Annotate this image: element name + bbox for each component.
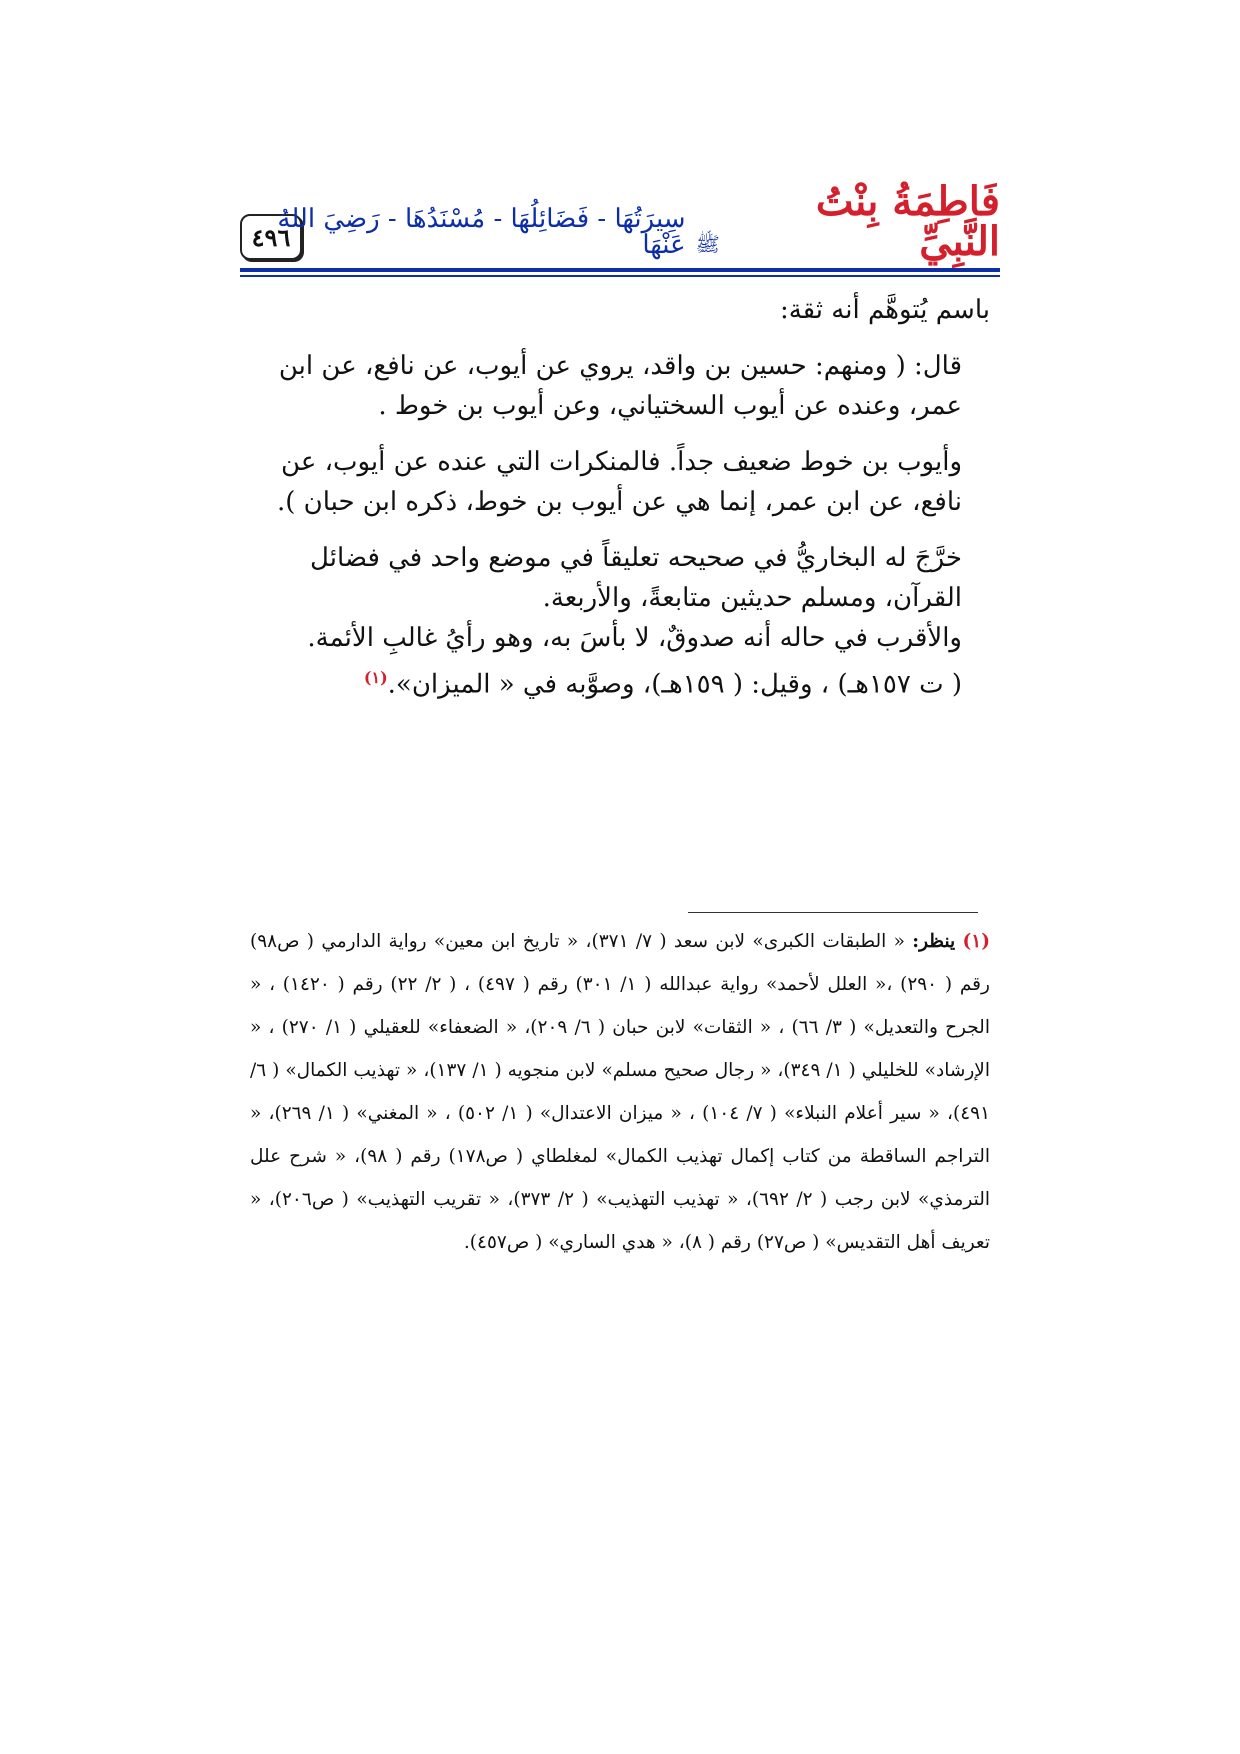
main-text: [250, 290, 990, 705]
footnote-text: « الطبقات الكبرى» لابن سعد ( ٧/ ٣٧١)، « تاريخ ابن معين» رواية الدارمي ( ص٩٨) رقم ( ٢٩٠) ،« العلل لأحمد» رواية عبدالله ( ١/ ٣٠١) رقم ( ٤٩٧) ، ( ٢/ ٢٢) رقم ( ١٤٢٠) ، « الجرح والتعديل» ( ٣/ ٦٦) ، « الثقات» لابن حبان ( ٦/ ٢٠٩)، « الضعفاء» للعقيلي ( ١/ ٢٧٠) ، « الإرشاد» للخليلي ( ١/ ٣٤٩)، « رجال صحيح مسلم» لابن منجويه ( ١/ ١٣٧)، « تهذيب الكمال» ( ٦/ ٤٩١)، « سير أعلام النبلاء» ( ٧/ ١٠٤) ، « ميزان الاعتدال» ( ١/ ٥٠٢) ، « المغني» ( ١/ ٢٦٩)، « التراجم الساقطة من كتاب إكمال تهذيب الكمال» لمغلطاي ( ص١٧٨) رقم ( ٩٨)، « شرح علل الترمذي» لابن رجب ( ٢/ ٦٩٢)، « تهذيب التهذيب» ( ٢/ ٣٧٣)، « تقريب التهذيب» ( ص٢٠٦)، « تعريف أهل التقديس» ( ص٢٧) رقم ( ٨)، « هدي الساري» ( ص٤٥٧).: [250, 931, 991, 1253]
death-date-text: ( ت ١٥٧هـ) ، وقيل: ( ١٥٩هـ)، وصوَّبه في « الميزان».: [387, 669, 962, 700]
paragraph-1: باسم يُتوهَّم أنه ثقة:: [779, 295, 990, 325]
paragraph-2: قال: ( ومنهم: حسين بن واقد، يروي عن أيوب، عن نافع، عن ابن عمر، وعنده عن أيوب السختياني، وعن أيوب بن خوط .: [278, 351, 962, 421]
paragraph-5: والأقرب في حاله أنه صدوقٌ، لا بأسَ به، وهو رأيُ غالبِ الأئمة.: [307, 623, 962, 653]
footnote-separator: [688, 912, 978, 913]
header-rule-thin: [240, 275, 1000, 277]
page-header: [240, 178, 1000, 280]
paragraph-6: [250, 658, 990, 705]
paragraph-3: وأيوب بن خوط ضعيف جداً. فالمنكرات التي عنده عن أيوب، عن نافع، عن ابن عمر، إنما هي عن أيوب بن خوط، ذكره ابن حبان ).: [276, 447, 962, 517]
footnote-marker: (١): [962, 931, 990, 952]
book-title: فَاطِمَةُ بِنْتُ النَّبِيِّ: [815, 178, 1000, 265]
paragraph-4: خرَّجَ له البخاريُّ في صحيحه تعليقاً في موضع واحد في فضائل القرآن، ومسلم حديثين متابعةً، والأربعة.: [310, 543, 962, 613]
running-title: [240, 178, 1000, 265]
page-number: ٤٩٦: [240, 214, 302, 260]
footnotes: [250, 920, 990, 1264]
header-rule: [240, 268, 1000, 272]
footnote-lead: ينظر:: [912, 931, 956, 952]
book-subtitle: سِيرَتُهَا - فَضَائِلُهَا - مُسْنَدُهَا - رَضِيَ اللهُ عَنْهَا: [277, 204, 686, 260]
honorific-glyph: ﷺ: [695, 232, 720, 256]
footnote-reference[interactable]: (١): [363, 668, 388, 687]
